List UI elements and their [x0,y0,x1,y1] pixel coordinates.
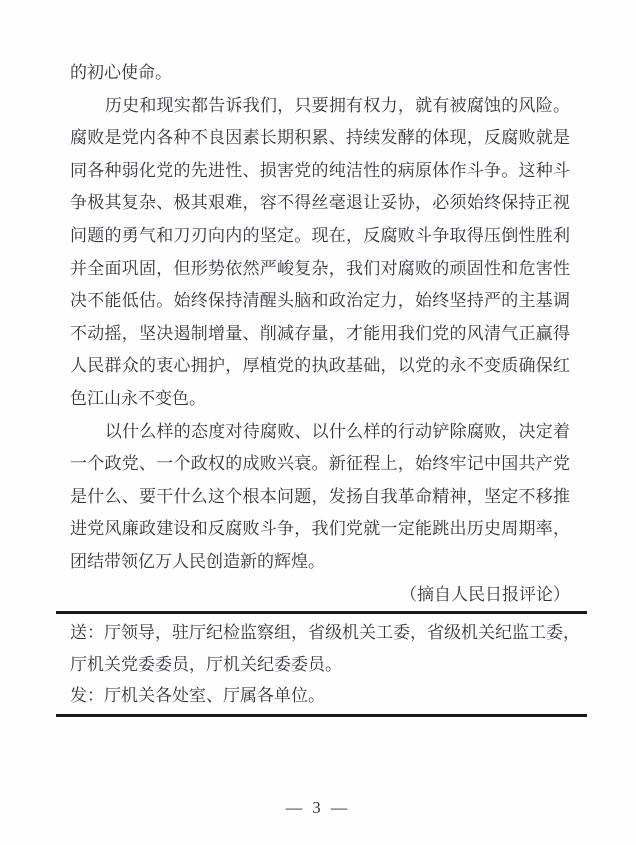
body-line: 以什么样的态度对待腐败、以什么样的行动铲除腐败，决定着 [104,421,570,441]
body-line: 并全面巩固，但形势依然严峻复杂，我们对腐败的顽固性和危害性 [70,258,570,278]
body-line: 争极其复杂、极其艰难，容不得丝毫退让妥协，必须始终保持正视 [70,193,570,213]
body-line: 一个政党、一个政权的成败兴衰。新征程上，始终牢记中国共产党 [70,454,570,474]
body-line: 进党风廉政建设和反腐败斗争，我们党就一定能跳出历史周期率， [70,519,570,539]
body-line: 决不能低估。始终保持清醒头脑和政治定力，始终坚持严的主基调 [70,291,570,311]
citation-line: （摘自人民日报评论） [400,584,570,604]
body-line: 人民群众的衷心拥护，厚植党的执政基础，以党的永不变质确保红 [70,356,570,376]
body-line-continuation: 的初心使命。 [70,63,172,82]
body-line: 腐败是党内各种不良因素长期积累、持续发酵的体现，反腐败就是 [70,128,570,148]
body-line: 不动摇，坚决遏制增量、削减存量，才能用我们党的风清气正赢得 [70,323,570,343]
body-line: 历史和现实都告诉我们，只要拥有权力，就有被腐蚀的风险。 [104,95,570,115]
distribution-box [56,611,587,717]
body-line: 问题的勇气和刀刃向内的坚定。现在，反腐败斗争取得压倒性胜利 [70,225,570,245]
body-line: 同各种弱化党的先进性、损害党的纯洁性的病原体作斗争。这种斗 [70,160,570,180]
body-line: 是什么、要干什么这个根本问题，发扬自我革命精神，坚定不移推 [70,486,570,506]
distribution-send-line-1: 送：厅领导，驻厅纪检监察组，省级机关工委，省级机关纪监工委， [70,623,580,642]
body-line: 色江山永不变色。 [70,388,206,408]
body-line: 团结带领亿万人民创造新的辉煌。 [70,551,325,571]
page-number: — 3 — [285,798,351,817]
document-body [70,57,570,611]
distribution-send-line-2: 厅机关党委委员，厅机关纪委委员。 [70,654,342,674]
distribution-issue-line: 发：厅机关各处室、厅属各单位。 [70,686,325,705]
